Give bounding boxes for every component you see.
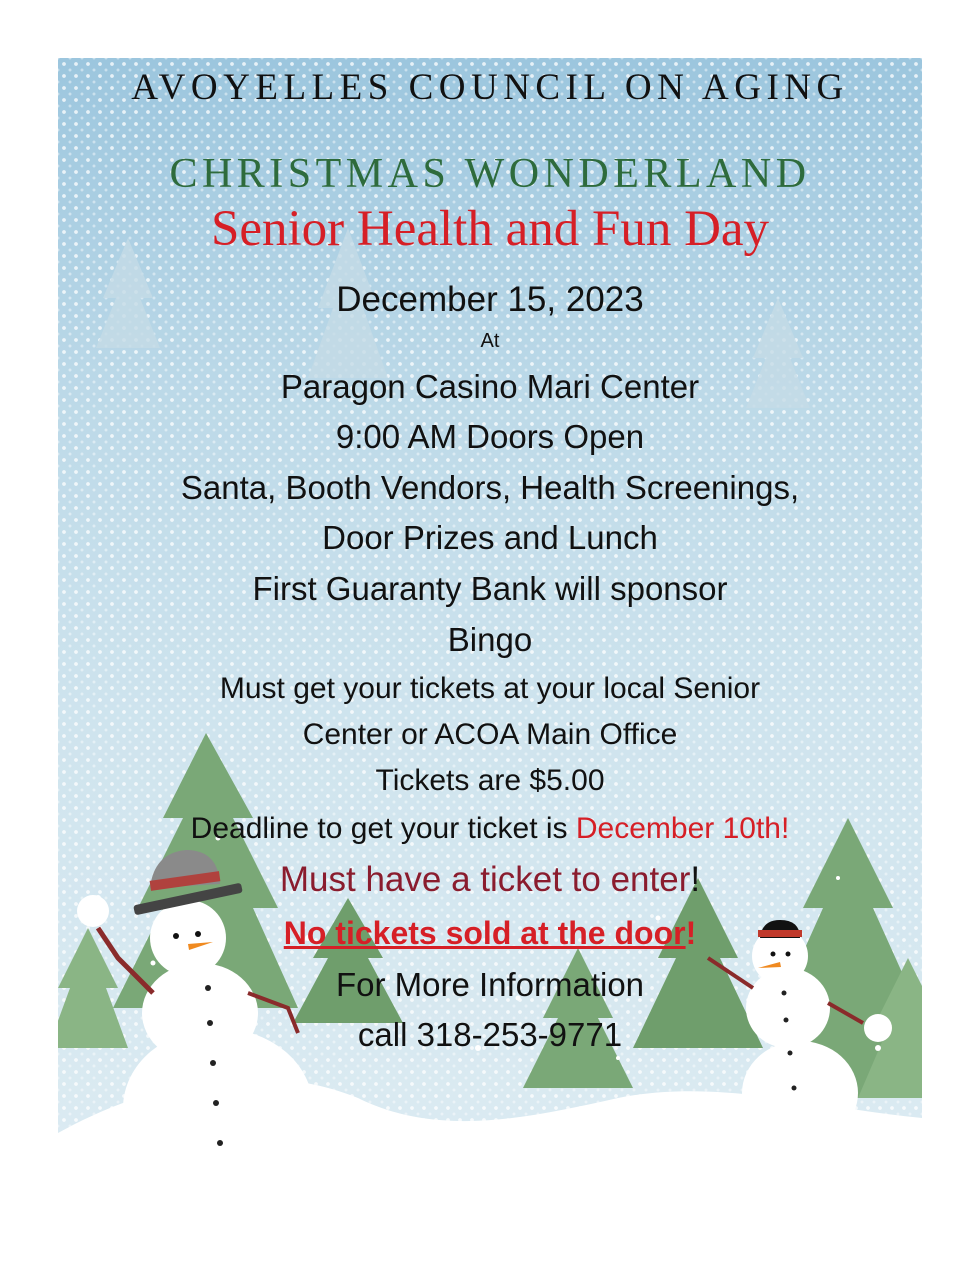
deadline-line <box>58 812 922 846</box>
doors-open-time: 9:00 AM Doors Open <box>335 418 645 455</box>
tickets-info-line-2: Center or ACOA Main Office <box>302 718 678 751</box>
sponsor-line-2: Bingo <box>447 621 533 658</box>
ticket-price: Tickets are $5.00 <box>375 764 605 797</box>
must-have-ticket-exclaim: ! <box>690 860 701 899</box>
event-venue: Paragon Casino Mari Center <box>280 368 700 405</box>
must-have-ticket-text: Must have a ticket to enter <box>279 860 691 899</box>
contact-phone: call 318-253-9771 <box>357 1016 623 1053</box>
deadline-prefix: Deadline to get your ticket is <box>190 812 576 845</box>
at-label: At <box>480 330 500 352</box>
no-door-sales-text: No tickets sold at the door <box>283 915 686 951</box>
activities-line-2: Door Prizes and Lunch <box>322 519 658 556</box>
no-door-sales-exclaim: ! <box>685 915 697 951</box>
sponsor-line-1: First Guaranty Bank will sponsor <box>252 570 728 607</box>
activities-line-1: Santa, Booth Vendors, Health Screenings, <box>180 469 800 506</box>
event-subtitle: Senior Health and Fun Day <box>210 201 770 257</box>
flyer <box>58 58 922 1173</box>
tickets-info-line-1: Must get your tickets at your local Senior <box>219 672 761 705</box>
deadline-date: December 10th! <box>575 812 790 845</box>
event-name: CHRISTMAS WONDERLAND <box>169 151 811 197</box>
must-have-ticket-line <box>58 860 922 900</box>
more-info-line: For More Information <box>335 966 645 1003</box>
organization-name: AVOYELLES COUNCIL ON AGING <box>131 67 849 108</box>
no-door-sales-line <box>58 915 922 952</box>
event-date: December 15, 2023 <box>336 280 644 319</box>
